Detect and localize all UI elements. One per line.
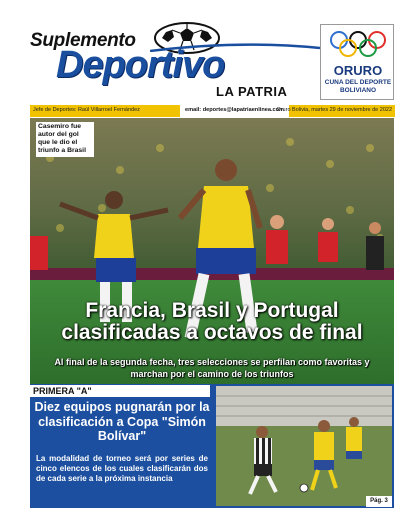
masthead-title: Deportivo xyxy=(56,44,225,86)
page-reference[interactable]: Pág. 3 xyxy=(366,496,392,507)
secondary-photo xyxy=(216,386,392,506)
secondary-story xyxy=(30,384,394,508)
supplement-label: Suplemento xyxy=(30,30,136,51)
secondary-body: La modalidad de torneo será por series de cinco elencos de los cuales clasificarán dos de cada serie a la próxima instancia xyxy=(36,454,208,483)
main-headline[interactable]: Francia, Brasil y Portugal clasificadas a octavos de final xyxy=(61,299,363,345)
hero-photo xyxy=(30,118,394,384)
badge-city: ORURO xyxy=(333,63,383,78)
masthead xyxy=(0,0,420,104)
publisher-name: LA PATRIA xyxy=(216,84,288,99)
editor-credit: Jefe de Deportes: Raúl Villarroel Fernández xyxy=(33,107,140,113)
olympic-rings-icon xyxy=(328,29,388,59)
contact-email[interactable]: email: deportes@lapatriaenlinea.com xyxy=(180,105,289,117)
secondary-headline[interactable]: Diez equipos pugnarán por la clasificación a Copa "Simón Bolívar" xyxy=(34,400,210,443)
secondary-illustration xyxy=(216,386,392,506)
section-tag: PRIMERA "A" xyxy=(30,385,210,397)
dateline: Oruro Bolivia, martes 29 de noviembre de 2022 xyxy=(276,107,392,113)
badge-tagline: CUNA DEL DEPORTE BOLIVIANO xyxy=(324,79,392,95)
oruro-badge xyxy=(320,24,394,100)
photo-caption: Casemiro fue autor del gol que le dio el triunfo a Brasil xyxy=(36,122,94,157)
main-deck: Al final de la segunda fecha, tres selecciones se perfilan como favoritas y marchan por el camino de los triunfos xyxy=(54,357,370,379)
info-bar xyxy=(30,105,395,117)
